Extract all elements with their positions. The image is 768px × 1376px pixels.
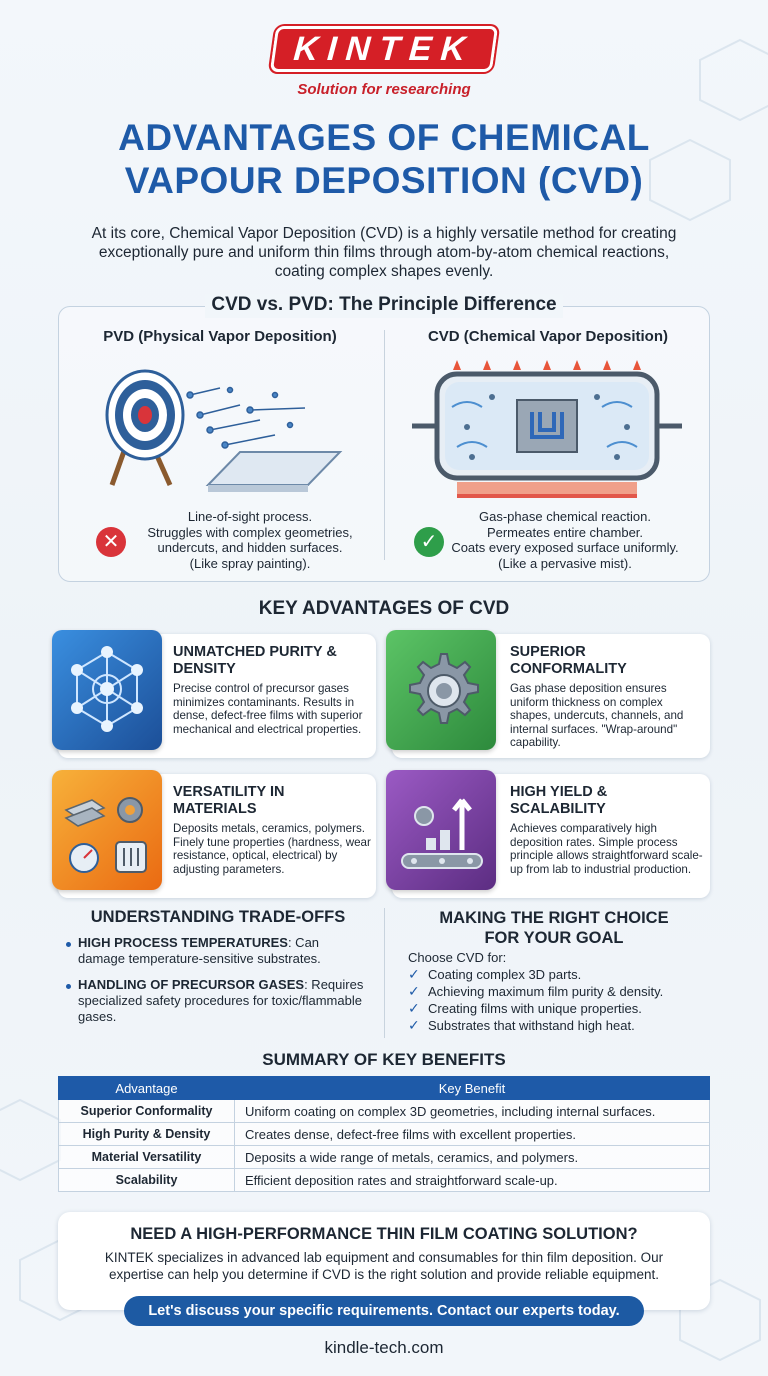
page-title	[0, 116, 768, 202]
table-cell: High Purity & Density	[59, 1123, 235, 1146]
page-title-text: ADVANTAGES OF CHEMICAL VAPOUR DEPOSITION (CVD)	[118, 117, 650, 201]
choice-item: Achieving maximum film purity & density.	[428, 984, 664, 999]
contact-experts-button[interactable]: Let's discuss your specific requirements. Contact our experts today.	[124, 1296, 644, 1326]
choice-lead: Choose CVD for:	[408, 950, 507, 965]
comparison-divider	[384, 330, 385, 560]
bullet-icon	[66, 942, 71, 947]
cvd-description: Gas-phase chemical reaction. Permeates entire chamber. Coats every exposed surface uniformly. (Like a pervasive mist).	[451, 509, 679, 571]
table-row	[59, 1123, 710, 1146]
advantage-title-purity: UNMATCHED PURITY & DENSITY	[173, 644, 337, 677]
pvd-description: Line-of-sight process. Struggles with complex geometries, undercuts, and hidden surfaces. (Like spray painting).	[147, 509, 353, 571]
table-header: Key Benefit	[235, 1077, 710, 1100]
pvd-target-illustration	[90, 360, 350, 500]
cta-text: KINTEK specializes in advanced lab equipment and consumables for thin film deposition. Our expertise can help you determine if CVD is the right solution and provide reliable equipment.	[104, 1250, 664, 1282]
check-icon: ✓	[414, 527, 444, 557]
tradeoff-text: : Requires specialized safety procedures for toxic/flammable gases.	[78, 977, 364, 1024]
conveyor-growth-icon	[386, 770, 496, 890]
gear-icon	[386, 630, 496, 750]
comparison-title: CVD vs. PVD: The Principle Difference	[211, 294, 557, 315]
table-row	[59, 1169, 710, 1192]
kintek-logo[interactable]	[270, 26, 498, 72]
table-cell: Scalability	[59, 1169, 235, 1192]
advantage-tile-scalability	[386, 770, 496, 890]
cvd-heading: CVD (Chemical Vapor Deposition)	[427, 328, 669, 345]
key-advantages-title: KEY ADVANTAGES OF CVD	[258, 598, 510, 619]
choice-title-line2: FOR YOUR GOAL	[484, 929, 624, 947]
summary-table	[58, 1076, 710, 1192]
choice-title-line1: MAKING THE RIGHT CHOICE	[439, 909, 669, 927]
logo-tagline: Solution for researching	[297, 81, 471, 98]
check-icon: ✓	[408, 1017, 420, 1033]
choice-item: Substrates that withstand high heat.	[428, 1018, 635, 1033]
footer-url-link[interactable]: kindle-tech.com	[324, 1338, 444, 1357]
advantage-text-conformality: Gas phase deposition ensures uniform thickness on complex shapes, undercuts, channels, and internal surfaces. "Wrap-around" capability.	[510, 682, 684, 750]
table-row	[59, 1146, 710, 1169]
cross-icon: ✕	[96, 527, 126, 557]
molecule-network-icon	[52, 630, 162, 750]
tradeoff-item-temperature	[78, 935, 368, 967]
check-icon: ✓	[408, 966, 420, 982]
tradeoff-label: HANDLING OF PRECURSOR GASES	[78, 977, 305, 992]
table-header: Advantage	[59, 1077, 235, 1100]
choice-title	[398, 908, 710, 948]
advantage-text-purity: Precise control of precursor gases minimizes contaminants. Results in dense, defect-free films with superior mechanical and electrical properties.	[173, 682, 363, 736]
tradeoffs-title: UNDERSTANDING TRADE-OFFS	[90, 908, 346, 926]
advantage-tile-conformality	[386, 630, 496, 750]
materials-tools-icon	[52, 770, 162, 890]
table-row	[59, 1100, 710, 1123]
check-icon: ✓	[408, 983, 420, 999]
advantage-title-versatility: VERSATILITY IN MATERIALS	[173, 784, 285, 817]
table-cell: Uniform coating on complex 3D geometries, including internal surfaces.	[235, 1100, 710, 1123]
logo-text: KINTEK	[292, 30, 476, 68]
table-cell: Creates dense, defect-free films with excellent properties.	[235, 1123, 710, 1146]
tradeoff-text: : Can damage temperature-sensitive substrates.	[78, 935, 321, 966]
advantage-tile-purity	[52, 630, 162, 750]
table-cell: Efficient deposition rates and straightforward scale-up.	[235, 1169, 710, 1192]
section-divider	[384, 908, 385, 1038]
cvd-chamber-illustration	[412, 352, 682, 502]
check-icon: ✓	[408, 1000, 420, 1016]
advantage-tile-versatility	[52, 770, 162, 890]
choice-item: Creating films with unique properties.	[428, 1001, 642, 1016]
table-cell: Deposits a wide range of metals, ceramics, and polymers.	[235, 1146, 710, 1169]
intro-text: At its core, Chemical Vapor Deposition (CVD) is a highly versatile method for creating exceptionally pure and uniform thin films through atom-by-atom chemical reactions, coating complex shapes evenly.	[91, 225, 677, 280]
advantage-text-versatility: Deposits metals, ceramics, polymers. Finely tune properties (hardness, wear resistance, optical, electrical) by adjusting parameters.	[173, 822, 371, 876]
summary-title: SUMMARY OF KEY BENEFITS	[262, 1050, 506, 1069]
table-cell: Superior Conformality	[59, 1100, 235, 1123]
advantage-title-scalability: HIGH YIELD & SCALABILITY	[510, 784, 608, 817]
advantage-title-conformality: SUPERIOR CONFORMALITY	[510, 644, 627, 677]
cta-title: NEED A HIGH-PERFORMANCE THIN FILM COATING SOLUTION?	[130, 1225, 638, 1243]
advantage-text-scalability: Achieves comparatively high deposition rates. Simple process principle allows straightforward scale-up from lab to industrial production.	[510, 822, 703, 876]
bullet-icon	[66, 984, 71, 989]
table-cell: Material Versatility	[59, 1146, 235, 1169]
tradeoff-label: HIGH PROCESS TEMPERATURES	[78, 935, 288, 950]
table-header-row	[59, 1077, 710, 1100]
tradeoff-item-gases	[78, 977, 368, 1025]
pvd-heading: PVD (Physical Vapor Deposition)	[103, 328, 337, 345]
brand-header	[0, 26, 768, 98]
choice-item: Coating complex 3D parts.	[428, 967, 582, 982]
